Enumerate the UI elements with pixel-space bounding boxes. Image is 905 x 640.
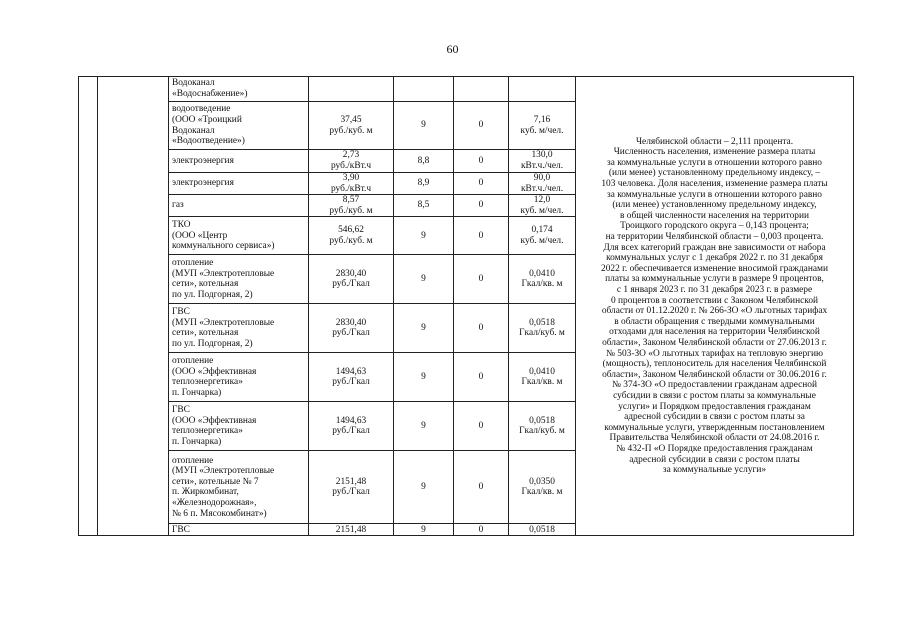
text-line: адресной субсидии в связи с ростом платы <box>629 454 800 465</box>
service-cell-line: ГВС <box>172 307 190 318</box>
service-cell <box>169 173 309 195</box>
service-cell-line: сети», котельная <box>172 279 239 290</box>
tariff-table <box>78 76 854 536</box>
blank-col-a <box>79 77 98 536</box>
text-line: услуги» и Порядком предоставления гражданам <box>618 401 811 412</box>
text-line: на территории Челябинской области – 0,003 процента. <box>605 232 824 243</box>
tariff-cell <box>309 173 394 195</box>
norm-cell-line: 130,0 <box>531 150 553 161</box>
deviation-cell: 0 <box>454 150 509 173</box>
service-cell-line: (ООО «Эффективная <box>172 415 257 426</box>
norm-cell-line: кВт.ч./чел. <box>520 183 564 194</box>
tariff-cell-line: руб./Гкал <box>332 279 370 290</box>
growth-cell: 8,9 <box>394 173 454 195</box>
norm-cell-line: Гкал/куб. м <box>519 328 565 339</box>
service-cell <box>169 353 309 402</box>
tariff-cell-line: 3,90 <box>342 173 360 183</box>
text-line: за коммунальные услуги» <box>662 465 767 476</box>
service-cell-line: ТКО <box>172 219 191 230</box>
service-cell <box>169 255 309 304</box>
service-cell-line: электроэнергия <box>172 155 234 166</box>
service-cell-line: сети», котельная <box>172 328 239 339</box>
growth-cell: 8,8 <box>394 150 454 173</box>
tariff-cell-line: 37,45 <box>340 114 362 125</box>
service-cell-line: сети», котельные № 7 <box>172 476 259 487</box>
text-line: субсидии в связи с ростом платы за коммунальные <box>613 390 816 401</box>
text-line: 0 процентов в соответствии с Законом Челябинской <box>610 295 819 306</box>
text-line: за коммунальные услуги в отношении которого равно <box>606 189 822 200</box>
norm-cell-line: 12,0 <box>533 195 551 206</box>
text-line: (или менее) установленному предельному индексу, – <box>608 168 821 179</box>
norm-cell-line: куб. м/чел. <box>520 205 564 216</box>
text-line: области от 01.12.2020 г. № 266-ЗО «О льготных тарифах <box>601 306 828 317</box>
text-line: Для всех категорий граждан вне зависимости от набора <box>603 242 826 253</box>
service-cell-line: Водоканал <box>172 125 215 136</box>
text-line: (мощность), теплоноситель для населения Челябинской <box>602 359 827 370</box>
norm-cell <box>509 150 576 173</box>
text-line: области», Законом Челябинской области от 27.06.2013 г. <box>602 337 827 348</box>
service-cell-line: ГВС <box>172 405 190 416</box>
service-cell-line: «Железнодорожная», <box>172 497 257 508</box>
norm-cell <box>509 353 576 402</box>
service-cell-line: по ул. Подгорная, 2) <box>172 338 253 349</box>
text-line: за коммунальные услуги в отношении которого равно <box>606 157 822 168</box>
growth-cell <box>394 77 454 102</box>
norm-cell <box>509 451 576 524</box>
norm-cell-line: Гкал/кв. м <box>521 279 563 290</box>
service-cell-line: «Водоснабжение») <box>172 89 248 99</box>
tariff-cell-line: 2830,40 <box>335 268 367 279</box>
text-line: (или менее) установленному предельному индексу, <box>612 200 817 211</box>
service-cell-line: Водоканал <box>172 78 215 89</box>
service-cell-line: п. Гончарка) <box>172 387 222 398</box>
norm-cell-line: Гкал/куб. м <box>519 426 565 437</box>
deviation-cell: 0 <box>454 451 509 524</box>
norm-cell <box>509 102 576 150</box>
deviation-cell: 0 <box>454 304 509 353</box>
norm-cell-line: 0,0518 <box>529 524 555 535</box>
tariff-cell-line: руб./куб. м <box>329 125 373 136</box>
tariff-cell <box>309 451 394 524</box>
deviation-cell: 0 <box>454 195 509 217</box>
tariff-cell <box>309 255 394 304</box>
growth-cell: 9 <box>394 102 454 150</box>
growth-cell: 9 <box>394 255 454 304</box>
service-cell-line: коммунального сервиса») <box>172 241 275 252</box>
text-line: в области обращения с твердыми коммунальными <box>614 316 815 327</box>
norm-cell-line: 0,0410 <box>529 366 555 377</box>
tariff-cell-line: руб./кВт.ч <box>330 183 372 194</box>
service-cell-line: теплоэнергетика» <box>172 426 243 437</box>
text-line: коммунальных услуг с 1 декабря 2022 г. по 31 декабря <box>606 253 823 264</box>
tariff-cell-line: 8,57 <box>342 195 360 206</box>
norm-cell-line: Гкал/кв. м <box>521 377 563 388</box>
tariff-cell-line: руб./Гкал <box>332 426 370 437</box>
service-cell <box>169 217 309 255</box>
text-line: № 432-П «О Порядке предоставления гражданам <box>616 443 813 454</box>
page-number: 60 <box>446 42 459 56</box>
tariff-cell-line: руб./куб. м <box>329 235 373 246</box>
service-cell-line: № 6 п. Мясокомбинат») <box>172 508 267 519</box>
norm-cell-line: куб. м/чел. <box>520 125 564 136</box>
text-line: Правительства Челябинской области от 24.08.2016 г. <box>609 433 820 444</box>
service-cell-line: (МУП «Электротепловые <box>172 317 275 328</box>
norm-cell-line: 7,16 <box>533 114 551 125</box>
norm-cell <box>509 524 576 536</box>
deviation-cell: 0 <box>454 217 509 255</box>
text-line: 2022 г. обеспечивается изменение вносимой гражданами <box>601 263 828 274</box>
text-line: 103 человека. Доля населения, изменение размера платы <box>601 179 828 190</box>
service-cell-line: «Водоотведение») <box>172 136 245 147</box>
service-cell-line: газ <box>172 200 184 211</box>
tariff-cell <box>309 304 394 353</box>
service-cell <box>169 304 309 353</box>
service-cell-line: п. Жиркомбинат, <box>172 487 239 498</box>
tariff-cell-line: 1494,63 <box>335 366 367 377</box>
tariff-cell-line: руб./Гкал <box>332 377 370 388</box>
service-cell <box>169 195 309 217</box>
norm-cell <box>509 304 576 353</box>
service-cell-line: (ООО «Центр <box>172 230 228 241</box>
service-cell <box>169 102 309 150</box>
growth-cell: 9 <box>394 402 454 451</box>
deviation-cell: 0 <box>454 173 509 195</box>
growth-cell: 9 <box>394 524 454 536</box>
growth-cell: 9 <box>394 451 454 524</box>
tariff-cell-line: 2151,48 <box>335 524 367 535</box>
text-line: № 374-ЗО «О предоставлении гражданам адресной <box>611 380 818 391</box>
text-line: области», Законом Челябинской области от 30.06.2016 г. <box>602 369 827 380</box>
service-cell-line: (МУП «Электротепловые <box>172 268 275 279</box>
tariff-cell <box>309 102 394 150</box>
deviation-cell: 0 <box>454 353 509 402</box>
service-cell-line: электроэнергия <box>172 178 234 189</box>
deviation-cell: 0 <box>454 102 509 150</box>
norm-cell <box>509 217 576 255</box>
tariff-cell-line: руб./Гкал <box>332 328 370 339</box>
growth-cell: 9 <box>394 304 454 353</box>
service-cell-line: (ООО «Эффективная <box>172 366 257 377</box>
text-line: платы за коммунальные услуги в размере 9 процентов, <box>605 274 824 285</box>
growth-cell: 9 <box>394 217 454 255</box>
service-cell-line: по ул. Подгорная, 2) <box>172 289 253 300</box>
norm-cell-line: 90,0 <box>533 173 551 183</box>
tariff-cell <box>309 150 394 173</box>
norm-cell <box>509 173 576 195</box>
table-row <box>79 77 854 102</box>
service-cell <box>169 524 309 536</box>
service-cell <box>169 451 309 524</box>
explanatory-text <box>576 77 854 536</box>
service-cell-line: (ООО «Троицкий <box>172 114 242 125</box>
text-line: с 1 января 2023 г. по 31 декабря 2023 г. в размере <box>616 285 813 295</box>
deviation-cell: 0 <box>454 524 509 536</box>
norm-cell-line: 0,174 <box>531 225 553 236</box>
service-cell <box>169 150 309 173</box>
text-line: отходами для населения на территории Челябинской <box>609 327 820 338</box>
norm-cell <box>509 402 576 451</box>
text-line: № 503-ЗО «О льготных тарифах на тепловую энергию <box>605 348 824 359</box>
text-line: адресной субсидии в связи с ростом платы за <box>624 412 805 423</box>
service-cell-line: ГВС <box>172 524 190 535</box>
text-line: в общей численности населения на территории <box>620 210 809 221</box>
norm-cell <box>509 77 576 102</box>
growth-cell: 8,5 <box>394 195 454 217</box>
service-cell-line: водоотведение <box>172 104 231 115</box>
tariff-cell <box>309 524 394 536</box>
deviation-cell <box>454 77 509 102</box>
norm-cell <box>509 195 576 217</box>
text-line: коммунальные услуги, утвержденным постановлением <box>604 422 825 433</box>
norm-cell-line: кВт.ч./чел. <box>520 161 564 171</box>
norm-cell <box>509 255 576 304</box>
text-line: Челябинской области – 2,111 процента. <box>635 136 794 147</box>
service-cell-line: (МУП «Электротепловые <box>172 466 275 477</box>
norm-cell-line: куб. м/чел. <box>520 235 564 246</box>
text-line: Троицкого городского округа – 0,143 процента; <box>620 221 809 232</box>
service-cell-line: отопление <box>172 258 214 269</box>
tariff-cell <box>309 402 394 451</box>
norm-cell-line: 0,0518 <box>529 317 555 328</box>
tariff-cell-line: руб./Гкал <box>332 487 370 498</box>
service-cell-line: п. Гончарка) <box>172 436 222 447</box>
service-cell-line: отопление <box>172 356 214 367</box>
tariff-cell <box>309 195 394 217</box>
service-cell <box>169 402 309 451</box>
tariff-cell <box>309 353 394 402</box>
tariff-cell <box>309 217 394 255</box>
deviation-cell: 0 <box>454 255 509 304</box>
tariff-cell-line: руб./куб. м <box>329 205 373 216</box>
blank-col-b <box>98 77 169 536</box>
service-cell-line: теплоэнергетика» <box>172 377 243 388</box>
tariff-cell-line: 546,62 <box>338 225 364 236</box>
service-cell <box>169 77 309 102</box>
growth-cell: 9 <box>394 353 454 402</box>
norm-cell-line: 0,0350 <box>529 476 555 487</box>
tariff-cell-line: руб./кВт.ч <box>330 161 372 171</box>
tariff-cell-line: 2,73 <box>342 150 360 161</box>
service-cell-line: отопление <box>172 455 214 466</box>
norm-cell-line: 0,0518 <box>529 415 555 426</box>
tariff-cell-line: 2151,48 <box>335 476 367 487</box>
text-line: Численность населения, изменение размера платы <box>613 147 816 158</box>
deviation-cell: 0 <box>454 402 509 451</box>
norm-cell-line: Гкал/кв. м <box>521 487 563 498</box>
tariff-cell-line: 1494,63 <box>335 415 367 426</box>
norm-cell-line: 0,0410 <box>529 268 555 279</box>
tariff-cell <box>309 77 394 102</box>
tariff-cell-line: 2830,40 <box>335 317 367 328</box>
